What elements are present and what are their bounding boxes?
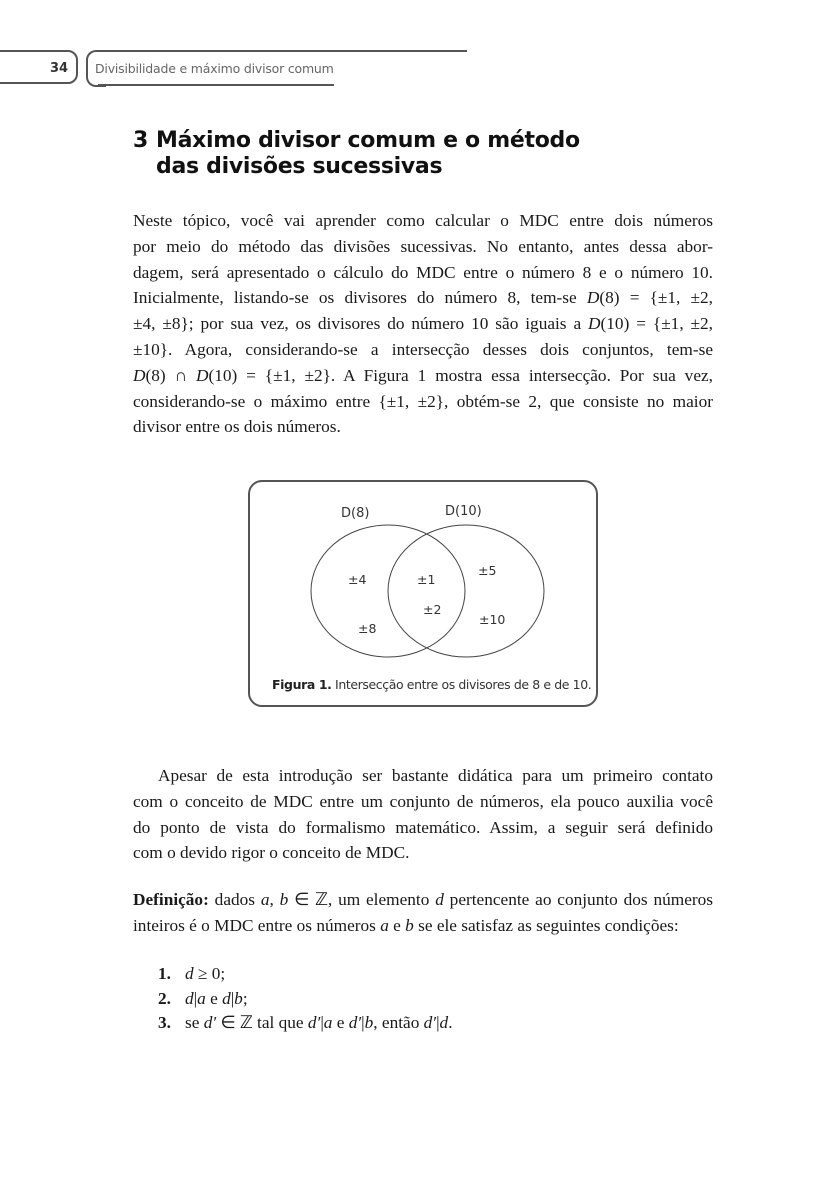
text-line bbox=[133, 913, 713, 939]
intro-paragraph bbox=[133, 208, 713, 440]
header-rule-bottom bbox=[98, 84, 334, 86]
text-span: | bbox=[361, 1013, 365, 1032]
text-span: Inicialmente, listando-se os divisores do número 8, tem-se bbox=[133, 288, 577, 308]
text-line bbox=[133, 887, 713, 913]
venn-diagram bbox=[248, 480, 598, 707]
definition-label: Definição: bbox=[133, 890, 209, 909]
text-span: | bbox=[193, 988, 198, 1008]
text-span: (10) = {±1, ±2}. A Figura 1 mostra essa intersecção. Por sua vez, bbox=[208, 365, 713, 385]
text-line: divisor entre os dois números. bbox=[133, 417, 341, 437]
text-line bbox=[133, 285, 713, 311]
text-span: | bbox=[230, 988, 235, 1008]
math-var: D bbox=[195, 365, 209, 385]
venn-set-a-label: D(8) bbox=[341, 506, 370, 521]
venn-set-b-label: D(10) bbox=[445, 504, 482, 519]
math-var: d′ bbox=[423, 1013, 437, 1032]
list-item bbox=[158, 1011, 453, 1036]
venn-element: ±4 bbox=[348, 572, 367, 587]
math-var: b bbox=[364, 1013, 374, 1032]
page-number: 34 bbox=[50, 61, 69, 76]
list-item bbox=[158, 987, 453, 1012]
text-line: considerando-se o máximo entre {±1, ±2}, obtém-se 2, que consiste no maior bbox=[133, 391, 713, 411]
text-line: por meio do método das divisões sucessivas. No entanto, antes dessa abor- bbox=[133, 236, 713, 256]
venn-set-b-circle bbox=[388, 525, 544, 657]
text-line: ±10}. Agora, considerando-se a intersecção desses dois conjuntos, tem-se bbox=[133, 339, 713, 359]
text-span: , bbox=[269, 890, 280, 909]
text-line: com o devido rigor o conceito de MDC. bbox=[133, 843, 410, 863]
text-span: se bbox=[185, 1013, 204, 1032]
text-span: . bbox=[448, 1013, 453, 1032]
conditions-list bbox=[158, 962, 453, 1036]
figure-caption bbox=[272, 677, 591, 692]
text-line bbox=[133, 363, 713, 389]
text-span: e bbox=[205, 988, 223, 1008]
text-line: com o conceito de MDC entre um conjunto de números, ela pouco auxilia você bbox=[133, 791, 713, 811]
list-number: 2. bbox=[158, 988, 171, 1008]
section-title-line1: Máximo divisor comum e o método bbox=[156, 128, 580, 153]
text-span: dados bbox=[208, 890, 261, 909]
text-span: pertencente ao conjunto dos números bbox=[443, 890, 713, 909]
text-span: (10) = {±1, ±2, bbox=[600, 314, 713, 334]
text-line: Neste tópico, você vai aprender como calcular o MDC entre dois números bbox=[133, 211, 713, 230]
text-span: ; bbox=[242, 988, 248, 1008]
math-var: a bbox=[197, 988, 206, 1008]
math-var: d bbox=[185, 964, 194, 983]
text-span: ≥ 0; bbox=[193, 964, 226, 983]
paragraph-2 bbox=[133, 763, 713, 866]
venn-element: ±1 bbox=[417, 572, 436, 587]
math-var: d bbox=[439, 1013, 449, 1032]
caption-text: Intersecção entre os divisores de 8 e de 10. bbox=[331, 677, 592, 692]
text-span: , então bbox=[373, 1013, 424, 1032]
header-rule-top bbox=[98, 50, 467, 52]
text-line: dagem, será apresentado o cálculo do MDC entre o número 8 e o número 10. bbox=[133, 262, 713, 282]
math-var: d′ bbox=[203, 1013, 217, 1032]
math-var: a bbox=[323, 1013, 333, 1032]
math-var: D bbox=[586, 288, 600, 308]
math-var: D bbox=[588, 314, 601, 334]
math-var: b bbox=[405, 915, 414, 935]
math-var: d′ bbox=[348, 1013, 362, 1032]
section-title-line2: das divisões sucessivas bbox=[156, 154, 443, 179]
text-span: e bbox=[332, 1013, 349, 1032]
text-span: inteiros é o MDC entre os números bbox=[133, 915, 381, 935]
list-number: 3. bbox=[158, 1013, 171, 1032]
venn-element: ±8 bbox=[358, 621, 377, 636]
math-var: b bbox=[279, 890, 289, 909]
text-span: (8) = {±1, ±2, bbox=[599, 288, 713, 308]
text-line: do ponto de vista do formalismo matemático. Assim, a seguir será definido bbox=[133, 817, 713, 837]
text-span: ∈ ℤ, um elemento bbox=[288, 890, 436, 909]
math-var: b bbox=[234, 988, 243, 1008]
venn-element: ±5 bbox=[478, 563, 497, 578]
list-number: 1. bbox=[158, 964, 171, 983]
text-span: ∈ ℤ tal que bbox=[216, 1013, 308, 1032]
text-span: | bbox=[320, 1013, 324, 1032]
running-title: Divisibilidade e máximo divisor comum bbox=[95, 61, 334, 76]
text-line: Apesar de esta introdução ser bastante didática para um primeiro contato bbox=[158, 766, 713, 785]
text-span: | bbox=[436, 1013, 440, 1032]
math-var: a bbox=[260, 890, 270, 909]
text-span: e bbox=[388, 915, 406, 935]
math-var: d′ bbox=[307, 1013, 321, 1032]
text-span: se ele satisfaz as seguintes condições: bbox=[413, 915, 679, 935]
text-span: (8) ∩ bbox=[145, 365, 196, 385]
math-var: d bbox=[435, 890, 444, 909]
venn-element: ±2 bbox=[423, 602, 442, 617]
math-var: d bbox=[185, 988, 194, 1008]
venn-element: ±10 bbox=[479, 612, 506, 627]
math-var: D bbox=[133, 365, 146, 385]
list-item bbox=[158, 962, 453, 987]
text-span: ±4, ±8}; por sua vez, os divisores do número 10 são iguais a bbox=[133, 314, 582, 334]
math-var: d bbox=[222, 988, 231, 1008]
caption-label: Figura 1. bbox=[272, 677, 332, 692]
definition-paragraph bbox=[133, 887, 713, 939]
section-number: 3 bbox=[133, 128, 149, 153]
text-line bbox=[133, 311, 713, 337]
math-var: a bbox=[380, 915, 389, 935]
